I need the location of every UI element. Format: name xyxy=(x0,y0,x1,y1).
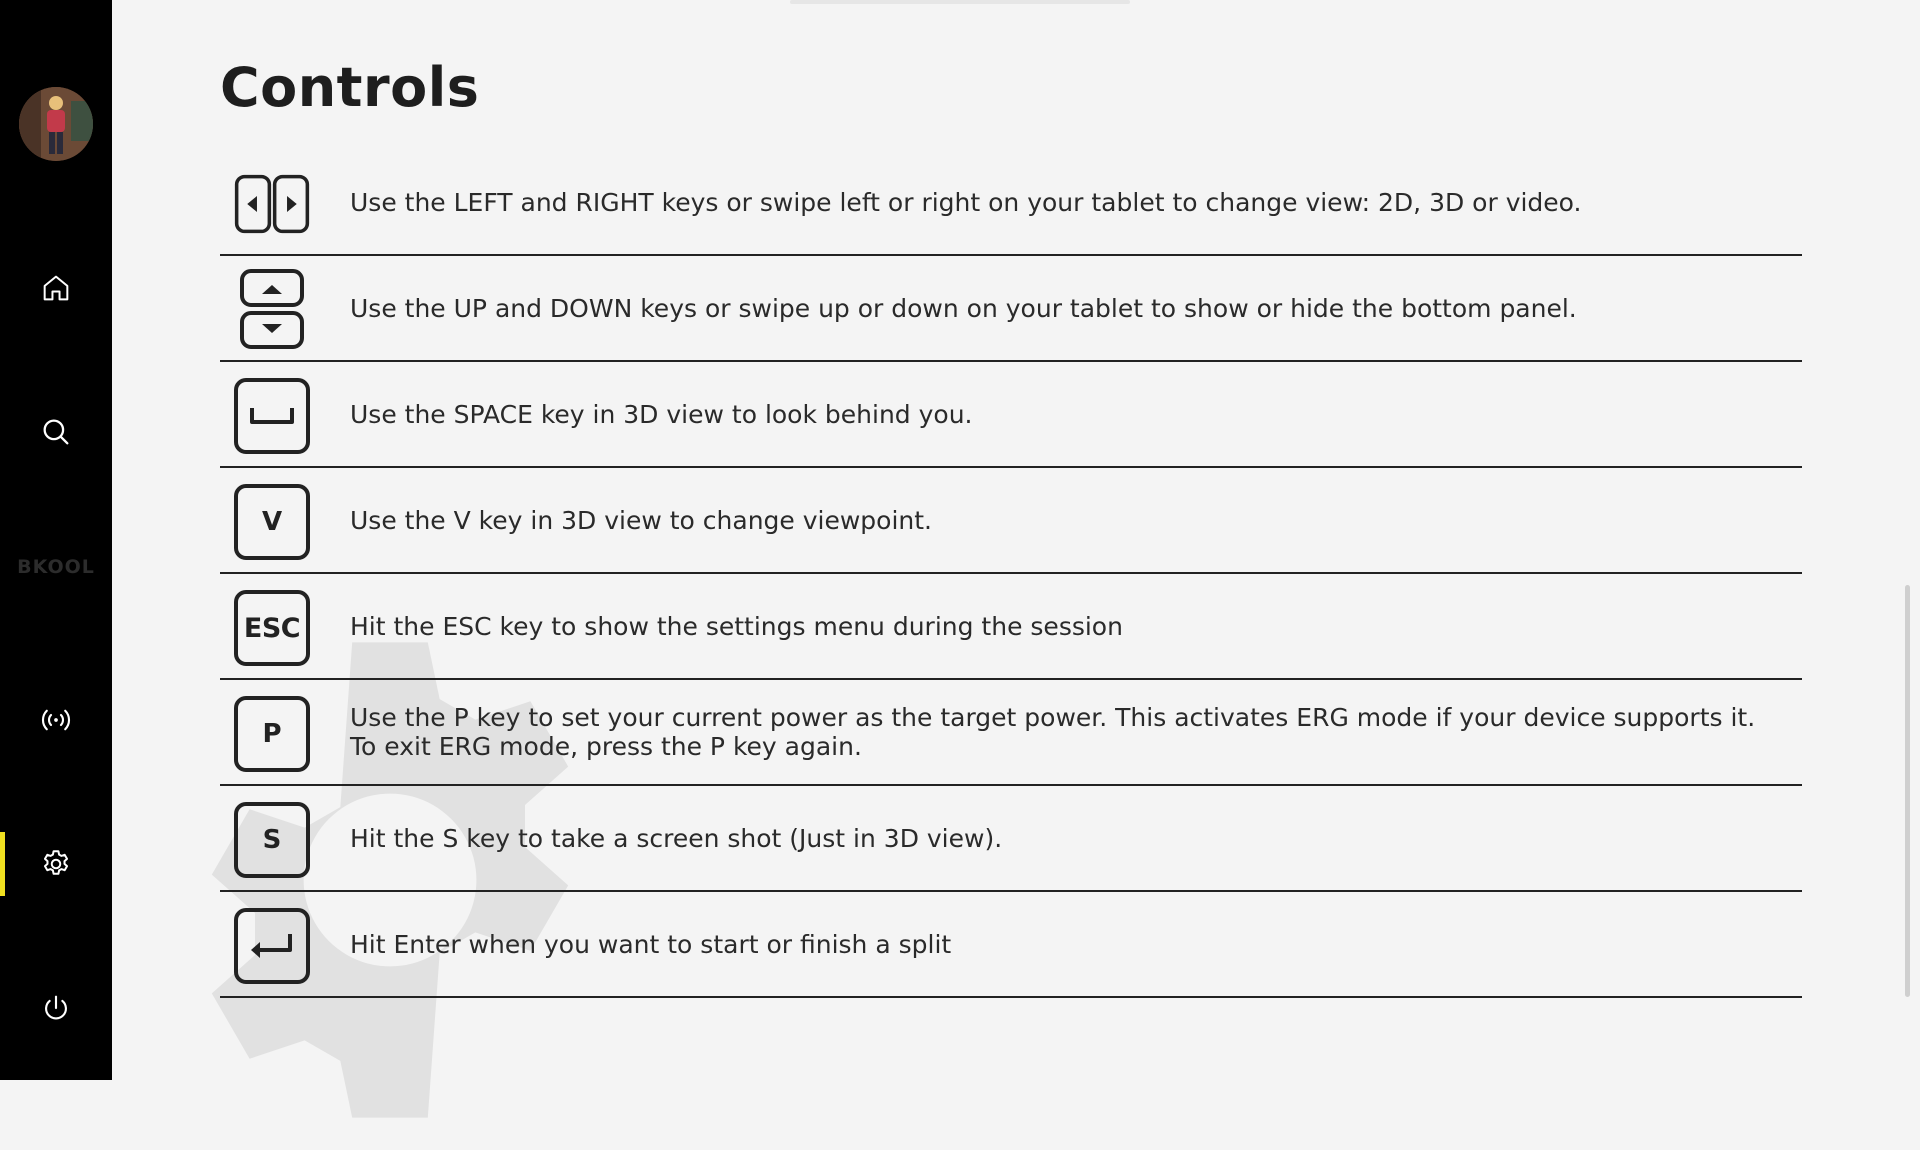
control-description: Use the SPACE key in 3D view to look behind you. xyxy=(350,399,973,429)
nav-settings[interactable] xyxy=(0,832,112,896)
list-item xyxy=(220,362,1802,468)
brand-logo: BKOOL xyxy=(17,556,95,578)
control-description: Hit the S key to take a screen shot (Just in 3D view). xyxy=(350,823,1003,853)
nav-search[interactable] xyxy=(0,400,112,464)
control-description: Use the V key in 3D view to change viewpoint. xyxy=(350,505,933,535)
page-title: Controls xyxy=(220,56,480,119)
list-item xyxy=(220,786,1802,892)
v-key-icon xyxy=(234,486,310,558)
key-label: S xyxy=(234,802,310,878)
list-item xyxy=(220,680,1802,786)
sidebar xyxy=(0,0,112,1080)
control-description: Use the LEFT and RIGHT keys or swipe left or right on your tablet to change view: 2D, 3D or video. xyxy=(350,187,1582,217)
nav-power[interactable] xyxy=(0,976,112,1040)
p-key-icon xyxy=(234,698,310,770)
power-icon xyxy=(39,991,73,1025)
avatar-figure-icon xyxy=(19,87,93,161)
nav-connections[interactable] xyxy=(0,688,112,752)
list-item xyxy=(220,892,1802,998)
key-label: V xyxy=(234,484,310,560)
home-icon xyxy=(39,271,73,305)
s-key-icon xyxy=(234,804,310,876)
left-right-keys-icon xyxy=(234,168,310,240)
broadcast-icon xyxy=(39,703,73,737)
list-item xyxy=(220,256,1802,362)
control-description: Hit Enter when you want to start or finish a split xyxy=(350,929,952,959)
control-description: Hit the ESC key to show the settings menu during the session xyxy=(350,611,1123,641)
nav-home[interactable] xyxy=(0,256,112,320)
key-label: P xyxy=(234,696,310,772)
key-label: ESC xyxy=(234,590,310,666)
scrollbar-thumb[interactable] xyxy=(1905,585,1910,997)
enter-key-icon xyxy=(234,910,310,982)
control-description: Use the P key to set your current power as the target power. This activates ERG mode if your device supports it. To exit ERG mode, press the P key again. xyxy=(350,703,1756,761)
user-avatar[interactable] xyxy=(19,87,93,161)
top-scroll-hint xyxy=(790,0,1130,4)
esc-key-icon xyxy=(234,592,310,664)
up-down-keys-icon xyxy=(234,274,310,346)
space-key-icon xyxy=(234,380,310,452)
list-item xyxy=(220,150,1802,256)
controls-list xyxy=(220,150,1802,998)
list-item xyxy=(220,574,1802,680)
search-icon xyxy=(39,415,73,449)
list-item xyxy=(220,468,1802,574)
control-description: Use the UP and DOWN keys or swipe up or down on your tablet to show or hide the bottom panel. xyxy=(350,293,1577,323)
gear-icon xyxy=(39,847,73,881)
